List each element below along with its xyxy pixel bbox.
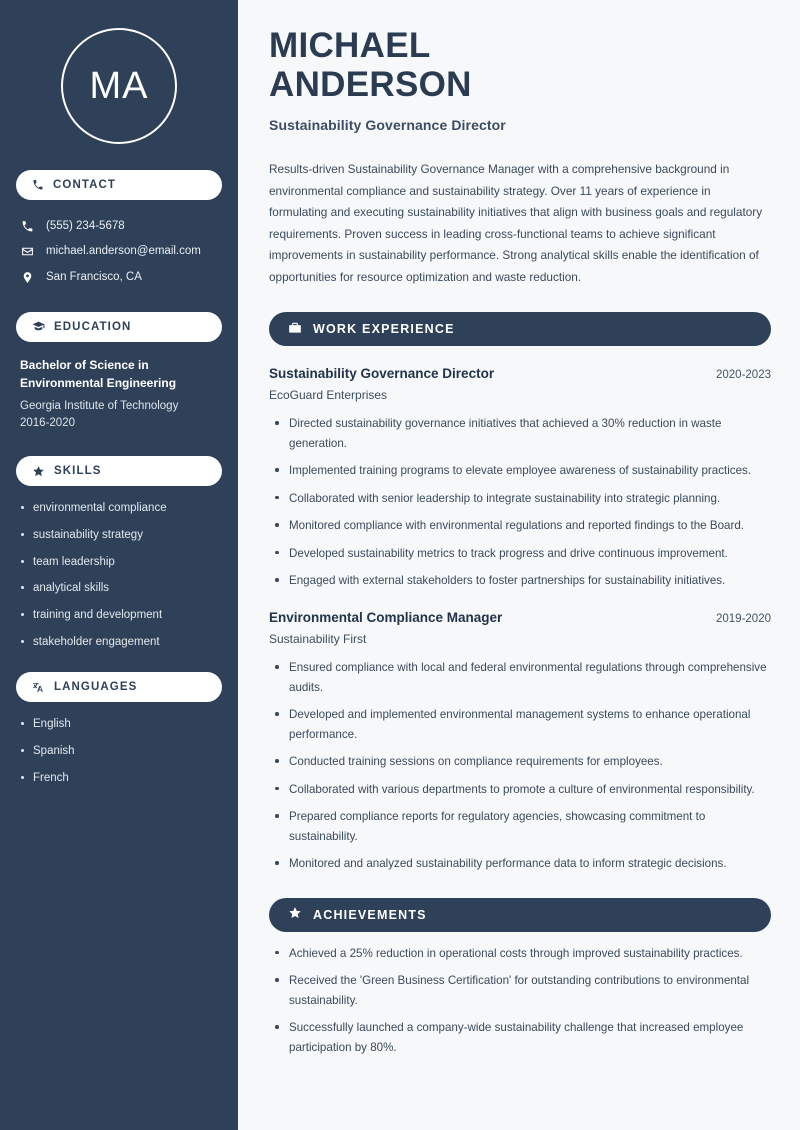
monogram-initials: MA [61, 28, 177, 144]
list-item: Received the 'Green Business Certification' for outstanding contributions to environmental sustainability. [273, 971, 771, 1010]
list-item: team leadership [20, 554, 218, 571]
star-icon [288, 906, 302, 923]
education-heading [16, 312, 222, 342]
skills-list [16, 500, 222, 650]
work-experience-label: WORK EXPERIENCE [313, 322, 455, 337]
list-item: Monitored compliance with environmental regulations and reported findings to the Board. [273, 516, 771, 535]
sidebar [0, 0, 238, 1130]
list-item: stakeholder engagement [20, 634, 218, 651]
experience-header [269, 610, 771, 625]
education-entry [16, 356, 222, 433]
list-item: Conducted training sessions on compliance requirements for employees. [273, 752, 771, 771]
list-item: Implemented training programs to elevate employee awareness of sustainability practices. [273, 461, 771, 480]
achievements-label: ACHIEVEMENTS [313, 907, 427, 922]
experience-dates: 2019-2020 [716, 613, 771, 626]
contact-item-location [16, 265, 222, 290]
languages-list [16, 716, 222, 786]
list-item: Engaged with external stakeholders to foster partnerships for sustainability initiatives. [273, 571, 771, 590]
graduation-cap-icon [32, 320, 45, 333]
contact-item-email [16, 239, 222, 264]
education-degree: Bachelor of Science in Environmental Engineering [20, 357, 177, 391]
contact-heading [16, 170, 222, 200]
experience-company: Sustainability First [269, 632, 367, 647]
first-name: MICHAEL [269, 26, 431, 65]
briefcase-icon [288, 321, 302, 338]
list-item: Directed sustainability governance initiatives that achieved a 30% reduction in waste generation. [273, 414, 771, 453]
experience-title: Sustainability Governance Director [269, 366, 495, 382]
page-title [269, 26, 771, 104]
skills-heading-label: SKILLS [54, 465, 102, 478]
location-pin-icon [20, 271, 35, 284]
list-item: Collaborated with senior leadership to integrate sustainability into strategic planning. [273, 489, 771, 508]
list-item: Developed sustainability metrics to track progress and drive continuous improvement. [273, 544, 771, 563]
professional-summary: Results-driven Sustainability Governance Manager with a comprehensive background in environmental compliance and sustainability strategy. Over 11 years of experience in formulating and executing sustainability initiatives that align with business goals and regulatory requirements. Proven success in leading cross-functional teams to achieve significant improvements in sustainability performance. Strong analytical skills enable the identification of opportunities for resource optimization and waste reduction. [269, 162, 763, 284]
contact-item-phone [16, 214, 222, 239]
education-school: Georgia Institute of Technology [20, 399, 179, 412]
translate-icon [32, 681, 45, 694]
list-item: Spanish [20, 743, 218, 760]
job-title-subtitle: Sustainability Governance Director [269, 117, 506, 134]
achievements-heading [269, 898, 771, 932]
list-item: analytical skills [20, 580, 218, 597]
list-item: Prepared compliance reports for regulatory agencies, showcasing commitment to sustainability. [273, 807, 771, 846]
list-item: Ensured compliance with local and federal environmental regulations through comprehensive audits. [273, 658, 771, 697]
experience-entry [269, 610, 771, 873]
experience-header [269, 366, 771, 381]
list-item: French [20, 770, 218, 787]
envelope-icon [20, 245, 35, 258]
list-item: Collaborated with various departments to promote a culture of environmental responsibility. [273, 780, 771, 799]
experience-company: EcoGuard Enterprises [269, 388, 388, 403]
avatar [16, 28, 222, 144]
achievements-list [269, 944, 771, 1057]
star-icon [32, 465, 45, 478]
education-dates: 2016-2020 [20, 417, 75, 430]
contact-email-text: michael.anderson@email.com [46, 245, 201, 258]
experience-entry [269, 366, 771, 590]
languages-heading-label: LANGUAGES [54, 681, 138, 694]
list-item: Successfully launched a company-wide sustainability challenge that increased employee participation by 80%. [273, 1018, 771, 1057]
list-item: sustainability strategy [20, 527, 218, 544]
list-item: training and development [20, 607, 218, 624]
languages-heading [16, 672, 222, 702]
list-item: Developed and implemented environmental management systems to enhance operational performance. [273, 705, 771, 744]
phone-icon [20, 220, 35, 233]
main-content [238, 0, 800, 1130]
experience-bullets [269, 658, 771, 873]
phone-icon [32, 179, 44, 191]
contact-location-text: San Francisco, CA [46, 270, 142, 283]
contact-phone-text: (555) 234-5678 [46, 220, 125, 232]
list-item: environmental compliance [20, 500, 218, 517]
education-heading-label: EDUCATION [54, 320, 132, 333]
list-item: Achieved a 25% reduction in operational costs through improved sustainability practices. [273, 944, 771, 963]
list-item: Monitored and analyzed sustainability performance data to inform strategic decisions. [273, 854, 771, 873]
contact-heading-label: CONTACT [53, 179, 117, 191]
skills-heading [16, 456, 222, 486]
list-item: English [20, 716, 218, 733]
experience-dates: 2020-2023 [716, 369, 771, 382]
last-name: ANDERSON [269, 65, 472, 105]
contact-list [16, 214, 222, 290]
experience-bullets [269, 414, 771, 590]
experience-title: Environmental Compliance Manager [269, 610, 503, 626]
work-experience-heading [269, 312, 771, 346]
